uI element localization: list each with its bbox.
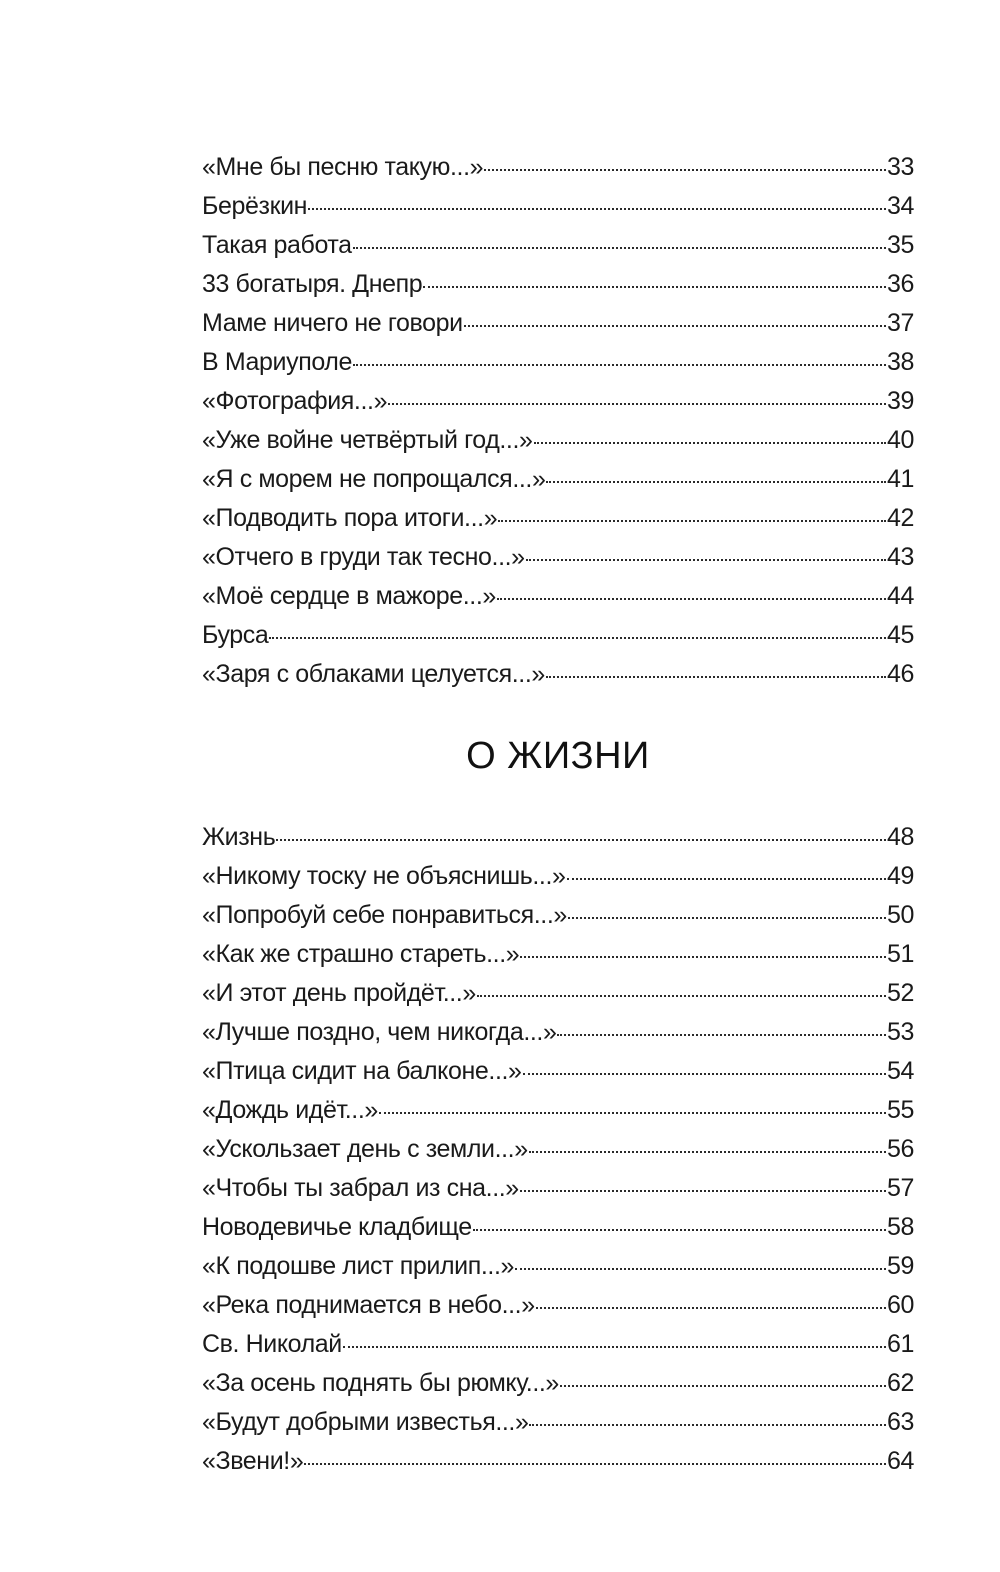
toc-entry-title: «Лучше поздно, чем никогда...» xyxy=(202,1018,557,1046)
toc-entry-page-number: 45 xyxy=(886,621,914,649)
toc-entry-title: «Птица сидит на балконе...» xyxy=(202,1057,522,1085)
toc-entry-title: «Попробуй себе понравиться...» xyxy=(202,901,567,929)
toc-entry-page-number: 34 xyxy=(886,192,914,220)
toc-entry-title: «Отчего в груди так тесно...» xyxy=(202,543,525,571)
toc-entry xyxy=(202,616,914,655)
toc-entry xyxy=(202,577,914,616)
dot-leader xyxy=(308,208,886,210)
toc-entry-page-number: 58 xyxy=(886,1213,914,1241)
dot-leader xyxy=(276,839,886,841)
toc-entry-title: «Моё сердце в мажоре...» xyxy=(202,582,496,610)
toc-entry xyxy=(202,857,914,896)
toc-entry xyxy=(202,1442,914,1481)
dot-leader xyxy=(379,1112,886,1114)
toc-entry-title: «Я с морем не попрощался...» xyxy=(202,465,546,493)
toc-entry xyxy=(202,343,914,382)
toc-entry xyxy=(202,1013,914,1052)
toc-entry-page-number: 42 xyxy=(886,504,914,532)
toc-entry-page-number: 41 xyxy=(886,465,914,493)
toc-entry xyxy=(202,226,914,265)
table-of-contents xyxy=(202,148,914,1481)
toc-entry-page-number: 35 xyxy=(886,231,914,259)
dot-leader xyxy=(388,403,886,405)
toc-entry-title: Берёзкин xyxy=(202,192,308,220)
toc-entry-title: Новодевичье кладбище xyxy=(202,1213,472,1241)
toc-entry-title: «Чтобы ты забрал из сна...» xyxy=(202,1174,519,1202)
toc-entry-page-number: 51 xyxy=(886,940,914,968)
dot-leader xyxy=(269,637,886,639)
section-heading: О ЖИЗНИ xyxy=(466,735,650,777)
dot-leader xyxy=(526,559,886,561)
toc-list-part-two xyxy=(202,818,914,1481)
toc-entry-page-number: 33 xyxy=(886,153,914,181)
toc-entry-title: 33 богатыря. Днепр xyxy=(202,270,423,298)
toc-entry-title: Маме ничего не говори xyxy=(202,309,463,337)
toc-entry xyxy=(202,1169,914,1208)
toc-entry xyxy=(202,818,914,857)
toc-entry-page-number: 60 xyxy=(886,1291,914,1319)
toc-entry-title: «К подошве лист прилип...» xyxy=(202,1252,514,1280)
toc-entry-title: «И этот день пройдёт...» xyxy=(202,979,476,1007)
toc-entry-title: «Будут добрыми известья...» xyxy=(202,1408,529,1436)
dot-leader xyxy=(497,598,886,600)
toc-entry-title: «Подводить пора итоги...» xyxy=(202,504,498,532)
toc-entry-title: В Мариуполе xyxy=(202,348,352,376)
dot-leader xyxy=(343,1346,886,1348)
toc-entry xyxy=(202,1247,914,1286)
toc-entry-page-number: 55 xyxy=(886,1096,914,1124)
dot-leader xyxy=(304,1463,886,1465)
toc-entry-title: «Заря с облаками целуется...» xyxy=(202,660,545,688)
dot-leader xyxy=(520,1190,886,1192)
toc-entry xyxy=(202,1091,914,1130)
toc-entry-page-number: 61 xyxy=(886,1330,914,1358)
toc-entry-title: Св. Николай xyxy=(202,1330,342,1358)
dot-leader xyxy=(546,481,886,483)
dot-leader xyxy=(520,956,886,958)
toc-entry xyxy=(202,1403,914,1442)
dot-leader xyxy=(529,1151,886,1153)
toc-entry-title: «Звени!» xyxy=(202,1447,304,1475)
toc-entry xyxy=(202,1208,914,1247)
toc-entry-title: «Фотография...» xyxy=(202,387,388,415)
toc-entry xyxy=(202,460,914,499)
toc-entry xyxy=(202,655,914,694)
toc-entry-title: Такая работа xyxy=(202,231,352,259)
toc-entry xyxy=(202,1130,914,1169)
toc-entry-title: «За осень поднять бы рюмку...» xyxy=(202,1369,559,1397)
dot-leader xyxy=(477,995,886,997)
dot-leader xyxy=(568,917,886,919)
toc-entry-page-number: 53 xyxy=(886,1018,914,1046)
toc-entry-page-number: 38 xyxy=(886,348,914,376)
toc-entry-page-number: 64 xyxy=(886,1447,914,1475)
toc-entry xyxy=(202,1364,914,1403)
toc-entry-title: «Река поднимается в небо...» xyxy=(202,1291,535,1319)
toc-entry xyxy=(202,304,914,343)
toc-entry-page-number: 40 xyxy=(886,426,914,454)
dot-leader xyxy=(546,676,886,678)
toc-list-part-one xyxy=(202,148,914,694)
toc-entry xyxy=(202,974,914,1013)
toc-entry-title: «Дождь идёт...» xyxy=(202,1096,378,1124)
toc-entry-title: «Никому тоску не объяснишь...» xyxy=(202,862,566,890)
toc-entry-page-number: 48 xyxy=(886,823,914,851)
dot-leader xyxy=(353,247,886,249)
toc-entry-page-number: 36 xyxy=(886,270,914,298)
toc-entry-page-number: 54 xyxy=(886,1057,914,1085)
toc-entry-title: «Ускользает день с земли...» xyxy=(202,1135,528,1163)
toc-entry-page-number: 59 xyxy=(886,1252,914,1280)
toc-entry-page-number: 52 xyxy=(886,979,914,1007)
toc-entry-page-number: 39 xyxy=(886,387,914,415)
toc-entry-page-number: 44 xyxy=(886,582,914,610)
toc-entry xyxy=(202,538,914,577)
toc-entry-page-number: 46 xyxy=(886,660,914,688)
toc-entry-title: Жизнь xyxy=(202,823,276,851)
toc-entry-page-number: 56 xyxy=(886,1135,914,1163)
toc-entry-title: Бурса xyxy=(202,621,269,649)
toc-entry xyxy=(202,187,914,226)
toc-entry-page-number: 57 xyxy=(886,1174,914,1202)
toc-entry xyxy=(202,265,914,304)
toc-entry-page-number: 50 xyxy=(886,901,914,929)
toc-entry xyxy=(202,1052,914,1091)
dot-leader xyxy=(464,325,886,327)
dot-leader xyxy=(473,1229,886,1231)
toc-entry-title: «Как же страшно стареть...» xyxy=(202,940,520,968)
dot-leader xyxy=(515,1268,886,1270)
toc-entry xyxy=(202,1325,914,1364)
toc-entry-page-number: 62 xyxy=(886,1369,914,1397)
toc-entry xyxy=(202,896,914,935)
dot-leader xyxy=(560,1385,886,1387)
toc-entry-page-number: 63 xyxy=(886,1408,914,1436)
toc-entry xyxy=(202,382,914,421)
dot-leader xyxy=(423,286,886,288)
toc-entry-title: «Уже войне четвёртый год...» xyxy=(202,426,533,454)
dot-leader xyxy=(557,1034,886,1036)
dot-leader xyxy=(567,878,886,880)
toc-entry-page-number: 43 xyxy=(886,543,914,571)
dot-leader xyxy=(353,364,886,366)
dot-leader xyxy=(536,1307,886,1309)
dot-leader xyxy=(523,1073,886,1075)
toc-entry xyxy=(202,1286,914,1325)
dot-leader xyxy=(529,1424,886,1426)
dot-leader xyxy=(534,442,886,444)
dot-leader xyxy=(484,169,886,171)
dot-leader xyxy=(498,520,886,522)
toc-entry xyxy=(202,148,914,187)
toc-entry-page-number: 37 xyxy=(886,309,914,337)
toc-entry-title: «Мне бы песню такую...» xyxy=(202,153,484,181)
toc-entry xyxy=(202,935,914,974)
toc-entry-page-number: 49 xyxy=(886,862,914,890)
toc-entry xyxy=(202,499,914,538)
toc-entry xyxy=(202,421,914,460)
